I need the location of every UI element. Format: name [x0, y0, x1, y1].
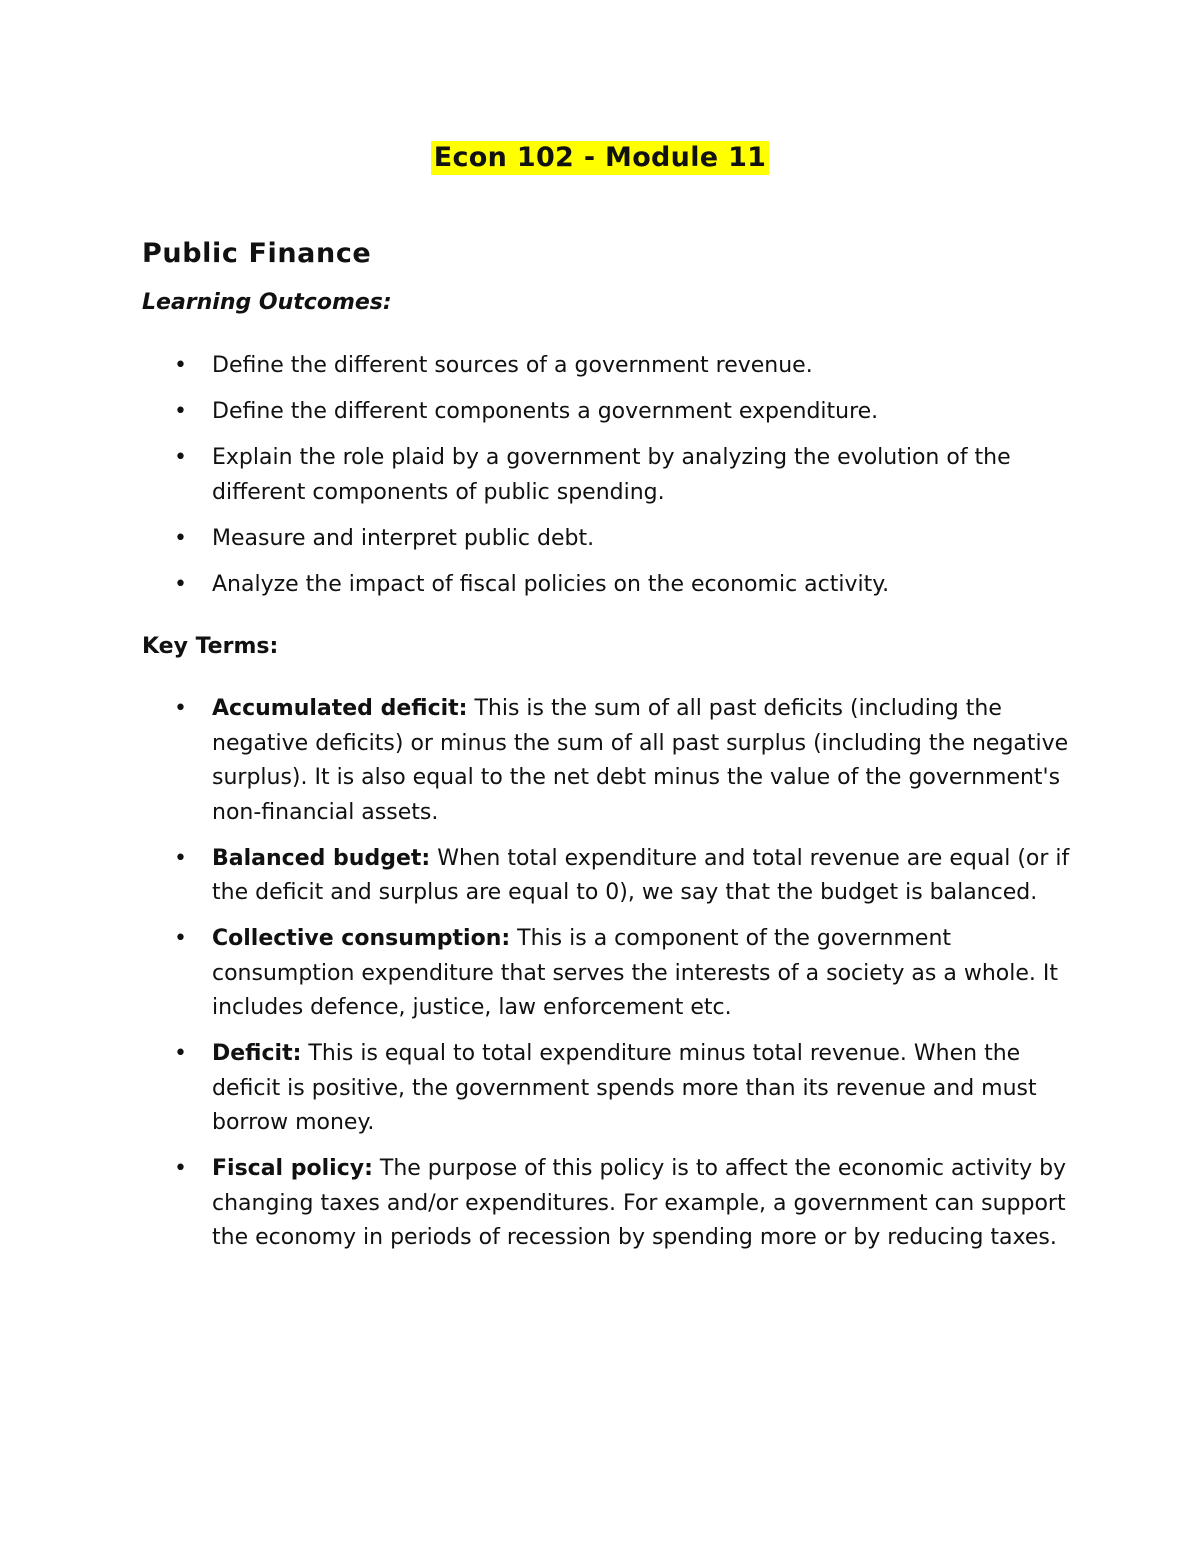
bullet-icon: •	[174, 1041, 187, 1066]
list-item	[0, 395, 1072, 430]
bullet-icon: •	[174, 525, 187, 551]
learning-outcomes-heading: Learning Outcomes:	[142, 290, 392, 315]
bullet-icon: •	[174, 845, 187, 871]
term-name: Collective consumption:	[212, 926, 511, 951]
term-name: Balanced budget:	[212, 845, 431, 871]
term-definition: This is equal to total expenditure minus total revenue. When the deficit is positive, the government spends more than its revenue and must borrow money.	[212, 1041, 1037, 1135]
outcome-text: Analyze the impact of fiscal policies on the economic activity.	[212, 571, 890, 597]
term-name: Accumulated deficit:	[212, 696, 468, 721]
bullet-icon: •	[174, 696, 187, 721]
bullet-icon: •	[174, 926, 187, 951]
list-item	[0, 1152, 1072, 1256]
term-name: Fiscal policy:	[212, 1156, 373, 1181]
term-definition: When total expenditure and total revenue are equal (or if the deficit and surplus are equal to 0), we say that the budget is balanced.	[212, 845, 1070, 905]
term-name: Deficit:	[212, 1041, 302, 1066]
learning-outcomes-list	[0, 349, 1200, 614]
list-item	[0, 441, 1072, 510]
key-terms-list	[0, 692, 1200, 1267]
term-definition: The purpose of this policy is to affect the economic activity by changing taxes and/or expenditures. For example, a government can support the economy in periods of recession by spending more or by reducing taxes.	[212, 1156, 1067, 1250]
list-item	[0, 922, 1072, 1026]
outcome-text: Explain the role plaid by a government by analyzing the evolution of the different components of public spending.	[212, 445, 1011, 505]
list-item	[0, 1037, 1072, 1141]
title-container	[0, 141, 1200, 175]
bullet-icon: •	[174, 1156, 187, 1181]
outcome-text: Measure and interpret public debt.	[212, 525, 595, 551]
list-item	[0, 349, 1072, 384]
list-item	[0, 692, 1072, 830]
term-definition: This is the sum of all past deficits (including the negative deficits) or minus the sum of all past surplus (including the negative surplus). It is also equal to the net debt minus the value of the government's non-financial assets.	[212, 696, 1069, 825]
list-item	[0, 568, 1072, 603]
outcome-text: Define the different components a government expenditure.	[212, 399, 879, 424]
term-definition: This is a component of the government consumption expenditure that serves the interests of a society as a whole. It includes defence, justice, law enforcement etc.	[212, 926, 1058, 1020]
bullet-icon: •	[174, 353, 187, 378]
section-heading: Public Finance	[142, 238, 372, 269]
outcome-text: Define the different sources of a government revenue.	[212, 353, 813, 378]
bullet-icon: •	[174, 399, 187, 424]
key-terms-heading: Key Terms:	[142, 634, 279, 659]
bullet-icon: •	[174, 445, 187, 470]
document-title: Econ 102 - Module 11	[431, 141, 770, 175]
list-item	[0, 842, 1072, 911]
list-item	[0, 522, 1072, 557]
bullet-icon: •	[174, 571, 187, 597]
